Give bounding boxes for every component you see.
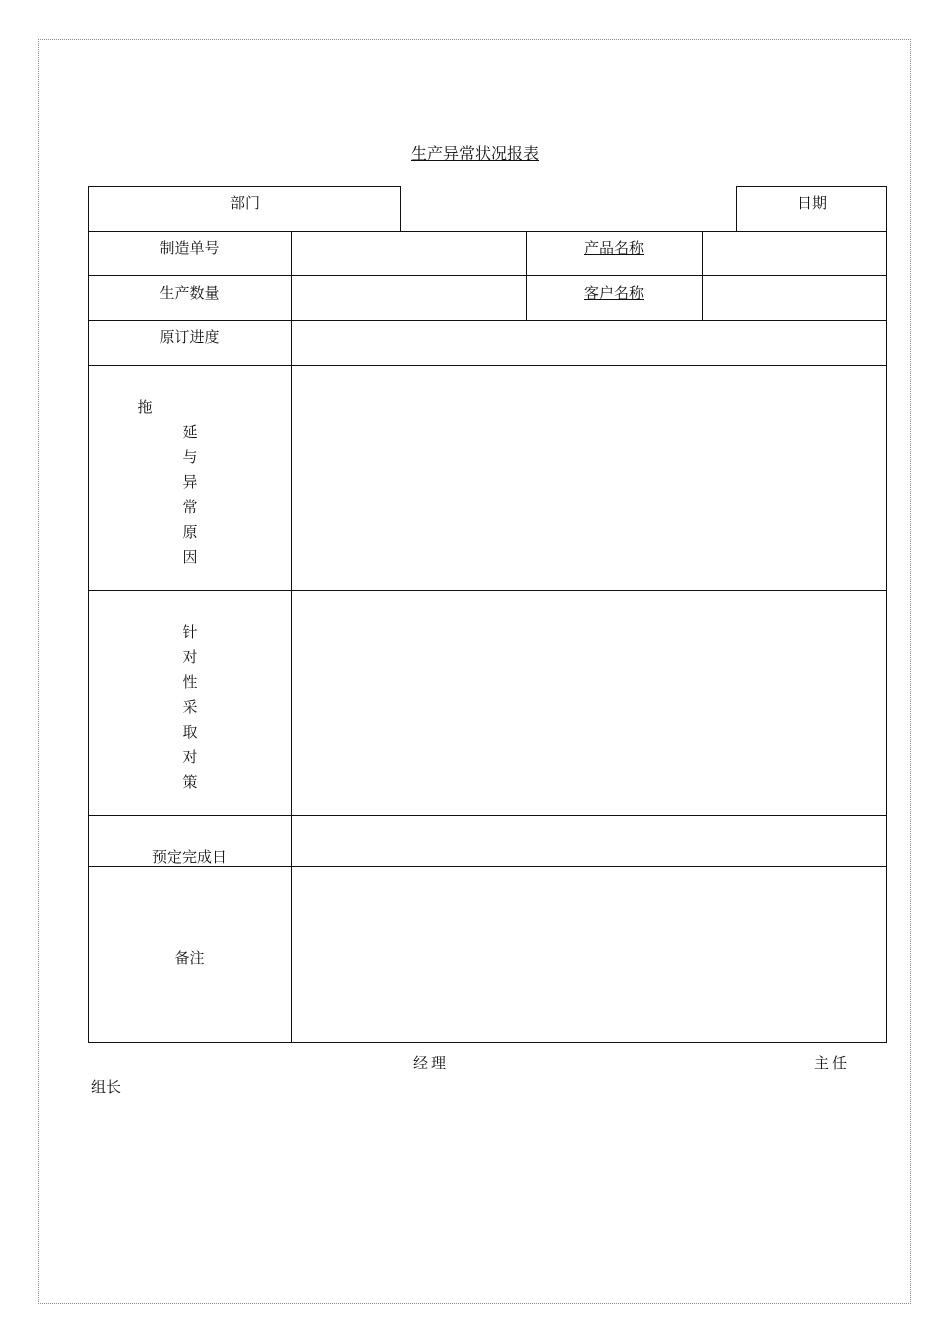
row-divider xyxy=(88,815,887,816)
product-name-label: 产品名称 xyxy=(583,239,644,257)
team-leader-signature-label: 组长 xyxy=(91,1078,122,1096)
row-divider xyxy=(88,590,887,591)
delay-reason-label: 延 与 异 常 原 因 xyxy=(182,423,198,566)
row-divider xyxy=(88,365,887,366)
remarks-label: 备注 xyxy=(174,949,205,967)
column-divider xyxy=(702,231,703,321)
quantity-label: 生产数量 xyxy=(159,284,220,302)
column-divider xyxy=(291,231,292,1043)
planned-date-label: 预定完成日 xyxy=(151,848,227,866)
main-table xyxy=(88,231,887,1043)
date-label: 日期 xyxy=(796,194,827,212)
customer-name-label: 客户名称 xyxy=(583,284,644,302)
countermeasure-label: 针 对 性 采 取 对 策 xyxy=(182,623,198,791)
row-divider xyxy=(88,320,887,321)
manager-signature-label: 经理 xyxy=(413,1054,450,1072)
delay-reason-label: 拖 xyxy=(137,398,153,416)
row-divider xyxy=(88,275,887,276)
report-title: 生产异常状况报表 xyxy=(410,144,539,163)
department-label: 部门 xyxy=(229,194,260,212)
row-divider xyxy=(88,866,887,867)
supervisor-signature-label: 主任 xyxy=(814,1054,851,1072)
schedule-label: 原订进度 xyxy=(159,328,220,346)
order-no-label: 制造单号 xyxy=(159,239,220,257)
